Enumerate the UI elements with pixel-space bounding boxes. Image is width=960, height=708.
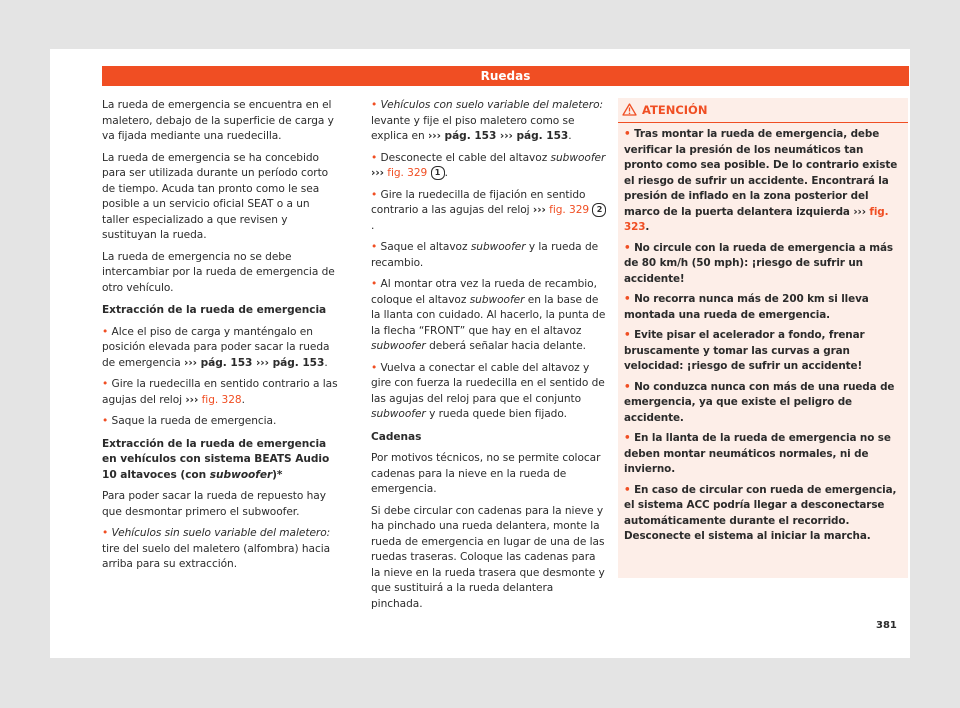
bullet-icon: • bbox=[371, 241, 381, 253]
list-item: • Vuelva a conectar el cable del altavoz y gire con fuerza la ruedecilla en el sentido de las agujas del reloj para que el conjunto subwoofer y rueda quede bien fijado. bbox=[371, 361, 605, 420]
bullet-icon: • bbox=[371, 188, 381, 201]
bullet-icon: • bbox=[624, 432, 635, 444]
list-item: • Alce el piso de carga y manténgalo en posición elevada para poder sacar la rueda de emergencia ››› pág. 153 ››› pág. 153. bbox=[102, 325, 330, 369]
list-item: • Gire la ruedecilla de fijación en sentido contrario a las agujas del reloj ››› fig. 329 2. bbox=[371, 188, 607, 235]
warning-item: • No circule con la rueda de emergencia a más de 80 km/h (50 mph): ¡riesgo de sufrir un accidente! bbox=[624, 241, 894, 285]
bullet-icon: • bbox=[102, 415, 112, 427]
bullet-icon: • bbox=[624, 380, 635, 393]
subheading: Extracción de la rueda de emergencia en vehículos con sistema BEATS Audio 10 altavoces (con subwoofer)* bbox=[102, 437, 330, 481]
bullet-icon: • bbox=[102, 378, 112, 390]
bullet-icon: • bbox=[624, 241, 635, 254]
reference-arrows: ››› bbox=[853, 205, 866, 218]
column-middle bbox=[371, 98, 607, 618]
reference-arrows: ››› bbox=[371, 167, 384, 179]
paragraph: Si debe circular con cadenas para la nieve y ha pinchado una rueda delantera, monte la rueda de emergencia en lugar de una de las ruedas traseras. Coloque las cadenas para la nieve en la rueda trasera que desmonte y que sustituirá a la rueda delantera pinchada. bbox=[371, 504, 605, 610]
subheading: Extracción de la rueda de emergencia bbox=[102, 304, 327, 316]
list-item: • Gire la ruedecilla en sentido contrario a las agujas del reloj ››› fig. 328. bbox=[102, 378, 338, 406]
paragraph: Por motivos técnicos, no se permite colocar cadenas para la nieve en la rueda de emergencia. bbox=[371, 452, 601, 495]
page-reference[interactable]: ››› pág. 153 ››› pág. 153 bbox=[184, 356, 325, 369]
warning-box bbox=[618, 98, 908, 578]
list-item: • Saque la rueda de emergencia. bbox=[102, 415, 277, 427]
bullet-icon: • bbox=[624, 293, 635, 305]
paragraph: La rueda de emergencia se encuentra en el maletero, debajo de la superficie de carga y va fijada mediante una ruedecilla. bbox=[102, 99, 334, 142]
warning-body bbox=[618, 123, 908, 545]
warning-header bbox=[618, 98, 908, 123]
list-item: • Vehículos con suelo variable del maletero: levante y fije el piso maletero como se explica en ››› pág. 153 ››› pág. 153. bbox=[371, 99, 604, 142]
page-reference[interactable]: ››› pág. 153 ››› pág. 153 bbox=[427, 130, 569, 142]
warning-item: • En la llanta de la rueda de emergencia no se deben montar neumáticos normales, ni de invierno. bbox=[624, 432, 891, 475]
section-header: Ruedas bbox=[102, 66, 909, 86]
bullet-icon: • bbox=[624, 329, 635, 341]
callout-number: 2 bbox=[592, 203, 606, 217]
bullet-icon: • bbox=[371, 361, 381, 374]
paragraph: La rueda de emergencia no se debe intercambiar por la rueda de emergencia de otro vehículo. bbox=[102, 250, 335, 294]
bullet-icon: • bbox=[624, 128, 635, 140]
paragraph: La rueda de emergencia se ha concebido para ser utilizada durante un período corto de tiempo. Acuda tan pronto como le sea posible a un servicio oficial SEAT o a un taller especializado a que revisen y sustituyan la rueda. bbox=[102, 151, 329, 241]
bullet-icon: • bbox=[624, 483, 635, 496]
column-left bbox=[102, 98, 338, 579]
bullet-icon: • bbox=[371, 151, 381, 164]
figure-link[interactable]: fig. 329 bbox=[549, 204, 590, 216]
list-item: • Desconecte el cable del altavoz subwoofer ››› fig. 329 1 . bbox=[371, 151, 606, 179]
paragraph: Para poder sacar la rueda de repuesto hay que desmontar primero el subwoofer. bbox=[102, 490, 326, 518]
bullet-icon: • bbox=[371, 278, 381, 290]
list-item: • Al montar otra vez la rueda de recambio, coloque el altavoz subwoofer en la base de la llanta con cuidado. Al hacerlo, la punta de la flecha “FRONT” que hay en el altavoz subwoofer deberá señalar hacia delante. bbox=[371, 278, 606, 352]
list-item: • Vehículos sin suelo variable del maletero: tire del suelo del maletero (alfombra) hacia arriba para su extracción. bbox=[102, 527, 331, 570]
manual-page bbox=[50, 49, 910, 658]
figure-link[interactable]: fig. 329 bbox=[387, 167, 428, 179]
warning-item: • No conduzca nunca con más de una rueda de emergencia, ya que existe el peligro de accidente. bbox=[624, 380, 895, 424]
warning-item: • Tras montar la rueda de emergencia, debe verificar la presión de los neumáticos tan pronto como sea posible. De lo contrario existe el riesgo de sufrir un accidente. Encontrará la presión de inflado en la zona posterior del marco de la puerta delantera izquierda ››› fig. 323. bbox=[624, 128, 898, 233]
subheading: Cadenas bbox=[371, 430, 422, 443]
reference-arrows: ››› bbox=[185, 393, 199, 406]
reference-arrows: ››› bbox=[532, 204, 546, 216]
list-item: • Saque el altavoz subwoofer y la rueda de recambio. bbox=[371, 241, 599, 269]
warning-item: • No recorra nunca más de 200 km si lleva montada una rueda de emergencia. bbox=[624, 293, 869, 321]
warning-item: • En caso de circular con rueda de emergencia, el sistema ACC podría llegar a desconectarse automáticamente durante el recorrido. Desconecte el sistema al iniciar la marcha. bbox=[624, 483, 897, 542]
warning-item: • Evite pisar el acelerador a fondo, frenar bruscamente y tomar las curvas a gran velocidad: ¡riesgo de sufrir un accidente! bbox=[624, 329, 865, 372]
bullet-icon: • bbox=[102, 527, 112, 539]
bullet-icon: • bbox=[371, 99, 381, 111]
callout-number: 1 bbox=[431, 166, 445, 180]
page-number: 381 bbox=[876, 620, 897, 631]
warning-title: ATENCIÓN bbox=[642, 103, 708, 117]
warning-triangle-icon bbox=[622, 103, 637, 116]
figure-link[interactable]: fig. 323 bbox=[624, 205, 889, 233]
bullet-icon: • bbox=[102, 325, 112, 338]
figure-link[interactable]: fig. 328 bbox=[201, 393, 242, 406]
